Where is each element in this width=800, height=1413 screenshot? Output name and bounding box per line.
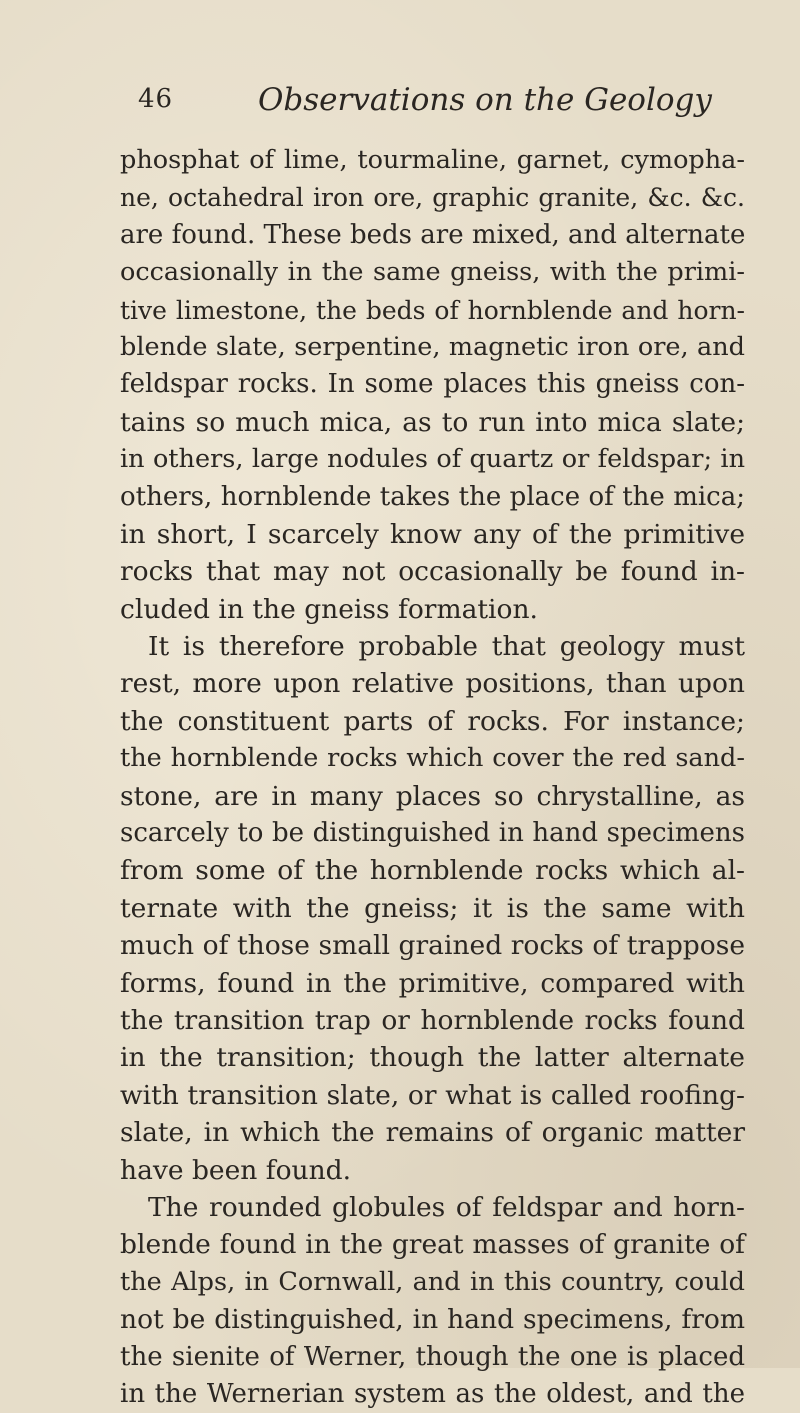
- body-text: [120, 142, 745, 1413]
- text-line: scarcely to be distinguished in hand specimens: [120, 818, 745, 849]
- running-title: Observations on the Geology: [258, 82, 712, 118]
- text-line: not be distinguished, in hand specimens, from: [120, 1304, 745, 1336]
- running-head: [138, 82, 712, 124]
- text-line: forms, found in the primitive, compared with: [120, 967, 745, 999]
- paragraph-start-line: The rounded globules of feldspar and horn-: [148, 1191, 745, 1223]
- paragraph-start-line: It is therefore probable that geology must: [148, 631, 745, 663]
- text-line: occasionally in the same gneiss, with the primi-: [120, 257, 745, 288]
- text-line: in the transition; though the latter alternate: [120, 1042, 745, 1074]
- text-line: stone, are in many places so chrystalline, as: [120, 780, 745, 812]
- text-line: from some of the hornblende rocks which al-: [120, 855, 745, 887]
- paragraph-end-line: have been found.: [120, 1154, 352, 1186]
- text-line: blende found in the great masses of granite of: [120, 1229, 745, 1261]
- text-line: rocks that may not occasionally be found in-: [120, 556, 745, 588]
- text-line: tains so much mica, as to run into mica slate;: [120, 406, 745, 438]
- text-line: the constituent parts of rocks. For instance;: [120, 705, 745, 737]
- text-line: with transition slate, or what is called roofing-: [120, 1079, 745, 1111]
- page-number: 46: [138, 84, 174, 114]
- text-line: tive limestone, the beds of hornblende and horn-: [120, 295, 745, 325]
- text-line: rest, more upon relative positions, than upon: [120, 668, 745, 700]
- text-line: the transition trap or hornblende rocks found: [120, 1004, 745, 1036]
- text-line: the hornblende rocks which cover the red sand-: [120, 743, 745, 774]
- text-line: the sienite of Werner, though the one is placed: [120, 1341, 745, 1372]
- paragraph-end-line: cluded in the gneiss formation.: [120, 593, 538, 625]
- text-line: the Alps, in Cornwall, and in this country, could: [120, 1266, 745, 1297]
- text-line: slate, in which the remains of organic matter: [120, 1117, 745, 1149]
- text-line: in the Wernerian system as the oldest, and the: [120, 1378, 745, 1409]
- text-line: in others, large nodules of quartz or feldspar; in: [120, 444, 745, 475]
- text-line: much of those small grained rocks of trappose: [120, 930, 745, 962]
- text-line: feldspar rocks. In some places this gneiss con-: [120, 369, 745, 400]
- text-line: ternate with the gneiss; it is the same with: [120, 892, 745, 924]
- text-line: phosphat of lime, tourmaline, garnet, cymopha-: [120, 145, 745, 175]
- text-line: others, hornblende takes the place of the mica;: [120, 481, 745, 512]
- text-line: blende slate, serpentine, magnetic iron ore, and: [120, 331, 745, 362]
- text-line: ne, octahedral iron ore, graphic granite, &c. &c.: [120, 183, 745, 213]
- text-line: in short, I scarcely know any of the primitive: [120, 518, 745, 550]
- text-line: are found. These beds are mixed, and alternate: [120, 219, 746, 250]
